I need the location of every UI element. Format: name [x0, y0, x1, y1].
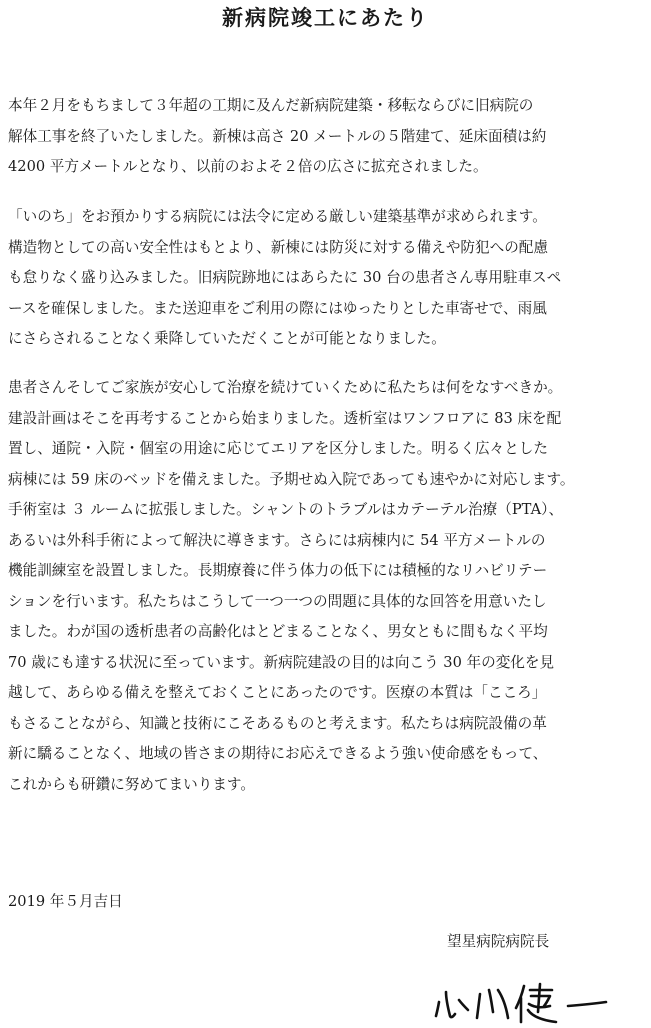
text-line: 4200 平方メートルとなり、以前のおよそ２倍の広さに拡充されました。	[8, 158, 488, 175]
handwritten-signature	[432, 978, 612, 1024]
document-title: 新病院竣工にあたり	[222, 5, 429, 30]
text-line: にさらされることなく乗降していただくことが可能となりました。	[8, 330, 446, 347]
paragraph-2	[8, 202, 648, 355]
text-line: 建設計画はそこを再考することから始まりました。透析室はワンフロアに 83 床を配	[8, 409, 562, 427]
text-line: 置し、通院・入院・個室の用途に応じてエリアを区分しました。明るく広々とした	[8, 440, 548, 457]
text-line: あるいは外科手術によって解決に導きます。さらには病棟内に 54 平方メートルの	[8, 531, 546, 549]
text-line: 越して、あらゆる備えを整えておくことにあったのです。医療の本質は「こころ」	[8, 684, 547, 701]
text-line: 新に驕ることなく、地域の皆さまの期待にお応えできるよう強い使命感をもって、	[8, 745, 548, 762]
paragraph-3	[8, 373, 648, 800]
paragraph-1	[8, 91, 648, 183]
text-line: 解体工事を終了いたしました。新棟は高さ 20 メートルの５階建て、延床面積は約	[8, 127, 547, 145]
text-line: ました。わが国の透析患者の高齢化はとどまることなく、男女ともに間もなく平均	[8, 623, 548, 640]
text-line: 患者さんそしてご家族が安心して治療を続けていくために私たちは何をなすべきか。	[8, 379, 563, 396]
text-line: 70 歳にも達する状況に至っています。新病院建設の目的は向こう 30 年の変化を見	[8, 653, 555, 671]
text-line: も怠りなく盛り込みました。旧病院跡地にはあらたに 30 台の患者さん専用駐車スペ	[8, 269, 562, 286]
author-title: 望星病院病院長	[447, 933, 550, 950]
text-line: 手術室は ３ ルームに拡張しました。シャントのトラブルはカテーテル治療（PTA）、	[8, 501, 564, 518]
text-line: 機能訓練室を設置しました。長期療養に伴う体力の低下には積極的なリハビリテー	[8, 562, 548, 579]
text-line: 「いのち」をお預かりする病院には法令に定める厳しい建築基準が求められます。	[8, 208, 547, 225]
text-line: ションを行います。私たちはこうして一つ一つの問題に具体的な回答を用意いたし	[8, 592, 547, 610]
text-line: もさることながら、知識と技術にこそあるものと考えます。私たちは病院設備の革	[8, 714, 547, 732]
text-line: 構造物としての高い安全性はもとより、新棟には防災に対する備えや防犯への配慮	[8, 238, 548, 256]
text-line: 病棟には 59 床のベッドを備えました。予期せぬ入院であっても速やかに対応します。	[8, 470, 575, 488]
text-line: 本年２月をもちまして３年超の工期に及んだ新病院建築・移転ならびに旧病院の	[8, 97, 534, 114]
document-date: 2019 年５月吉日	[8, 893, 123, 910]
text-line: ースを確保しました。また送迎車をご利用の際にはゆったりとした車寄せで、雨風	[8, 299, 547, 317]
text-line: これからも研鑽に努めてまいります。	[8, 775, 255, 793]
